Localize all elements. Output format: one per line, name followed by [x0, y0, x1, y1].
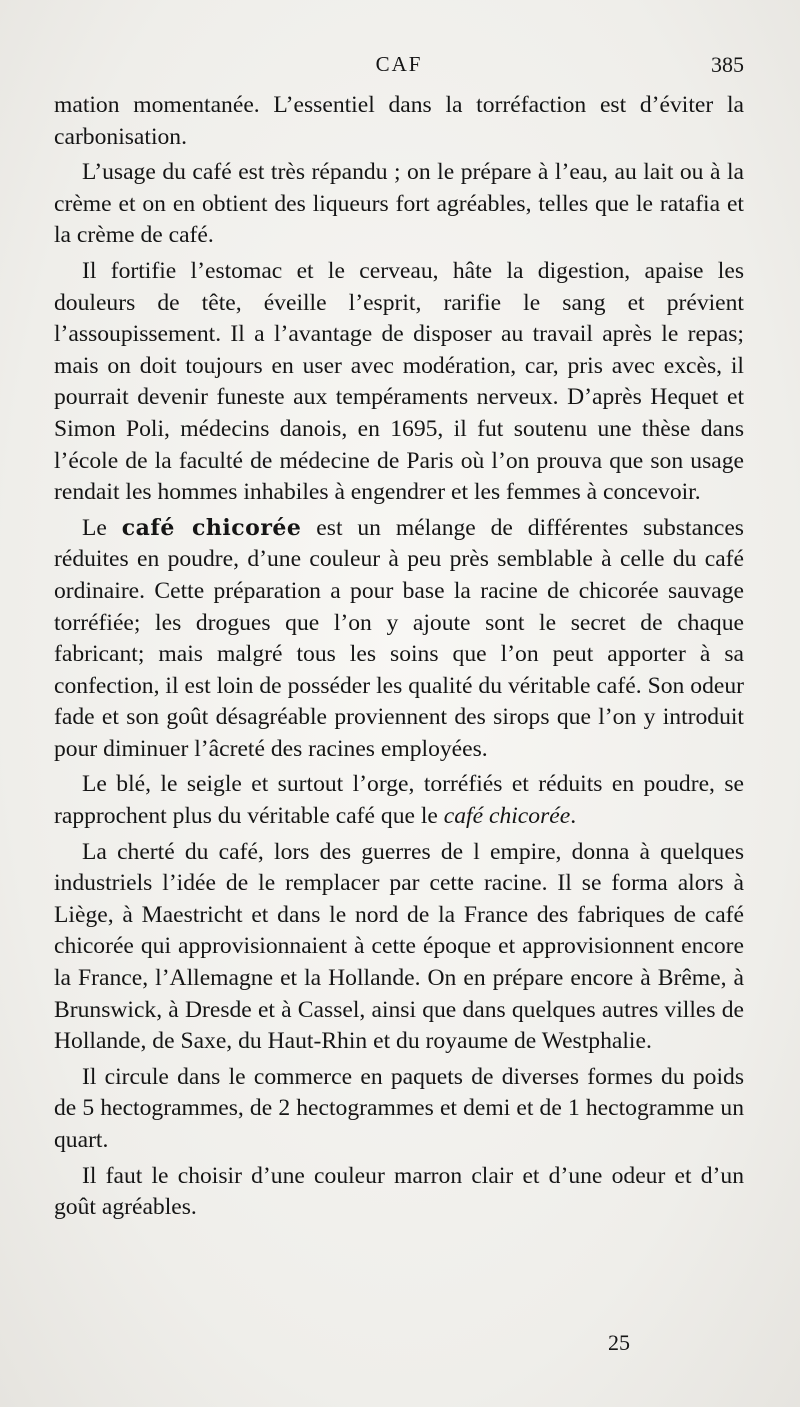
paragraph-substitutes [54, 769, 744, 832]
paragraph-lead: Le [82, 514, 122, 541]
paragraph-cafe-chicoree [54, 513, 744, 766]
paragraph-rest: . [570, 803, 577, 830]
paragraph-usage: L’usage du café est très répandu ; on le prépare à l’eau, au lait ou à la crème et on en obtient des liqueurs fort agréables, telles que le ratafia et la crème de café. [54, 159, 744, 249]
paragraph-effects: Il fortifie l’estomac et le cerveau, hâte la digestion, apaise les douleurs de tête, éveille l’esprit, rarifie le sang et prévient l’assoupissement. Il a l’avantage de disposer au travail après le repas; mais on doit toujours en user avec modération, car, pris avec excès, il pourrait devenir funeste aux tempéraments nerveux. D’après Hequet et Simon Poli, médecins danois, en 1695, il fut soutenu une thèse dans l’école de la faculté de médecine de Paris où l’on prouva que son usage rendait les hommes inhabiles à engendrer et les femmes à concevoir. [54, 257, 744, 506]
body-text [54, 90, 744, 1228]
signature-mark: 25 [608, 1330, 630, 1355]
page-header [54, 52, 744, 86]
paragraph-continuation: mation momentanée. L’essentiel dans la torréfaction est d’éviter la carbonisation. [54, 92, 744, 150]
paragraph-packaging: Il circule dans le commerce en paquets de diverses formes du poids de 5 hectogrammes, de 2 hectogrammes et demi et de 1 hectogramme un quart. [54, 1063, 744, 1153]
paragraph-history: La cherté du café, lors des guerres de l empire, donna à quelques industriels l’idée de le remplacer par cette racine. Il se forma alors à Liège, à Maestricht et dans le nord de la France des fabriques de café chicorée qui approvisionnaient à cette époque et approvisionnent encore la France, l’Allemagne et la Hollande. On en prépare encore à Brême, à Brunswick, à Dresde et à Cassel, ainsi que dans quelques autres villes de Hollande, de Saxe, du Haut-Rhin et du royaume de Westphalie. [54, 838, 744, 1055]
paragraph-rest: est un mélange de différentes substances réduites en poudre, d’une couleur à peu près semblable à celle du café ordinaire. Cette préparation a pour base la racine de chicorée sauvage torréfiée; les drogues que l’on y ajoute sont le secret de chaque fabricant; mais malgré tous les soins que l’on peut apporter à sa confection, il est loin de posséder les qualité du véritable café. Son odeur fade et son goût désagréable proviennent des sirops que l’on y introduit pour diminuer l’âcreté des racines employées. [54, 514, 744, 762]
italic-term: café chicorée [443, 803, 571, 830]
bold-term: café chicorée [121, 514, 302, 541]
paragraph-lead: Le blé, le seigle et surtout l’orge, torréfiés et réduits en poudre, se rapprochent plus du véritable café que le [54, 771, 744, 830]
paragraph-selection: Il faut le choisir d’une couleur marron clair et d’une odeur et d’un goût agréables. [54, 1162, 744, 1221]
page-number: 385 [711, 52, 744, 77]
running-head: CAF [375, 52, 423, 76]
